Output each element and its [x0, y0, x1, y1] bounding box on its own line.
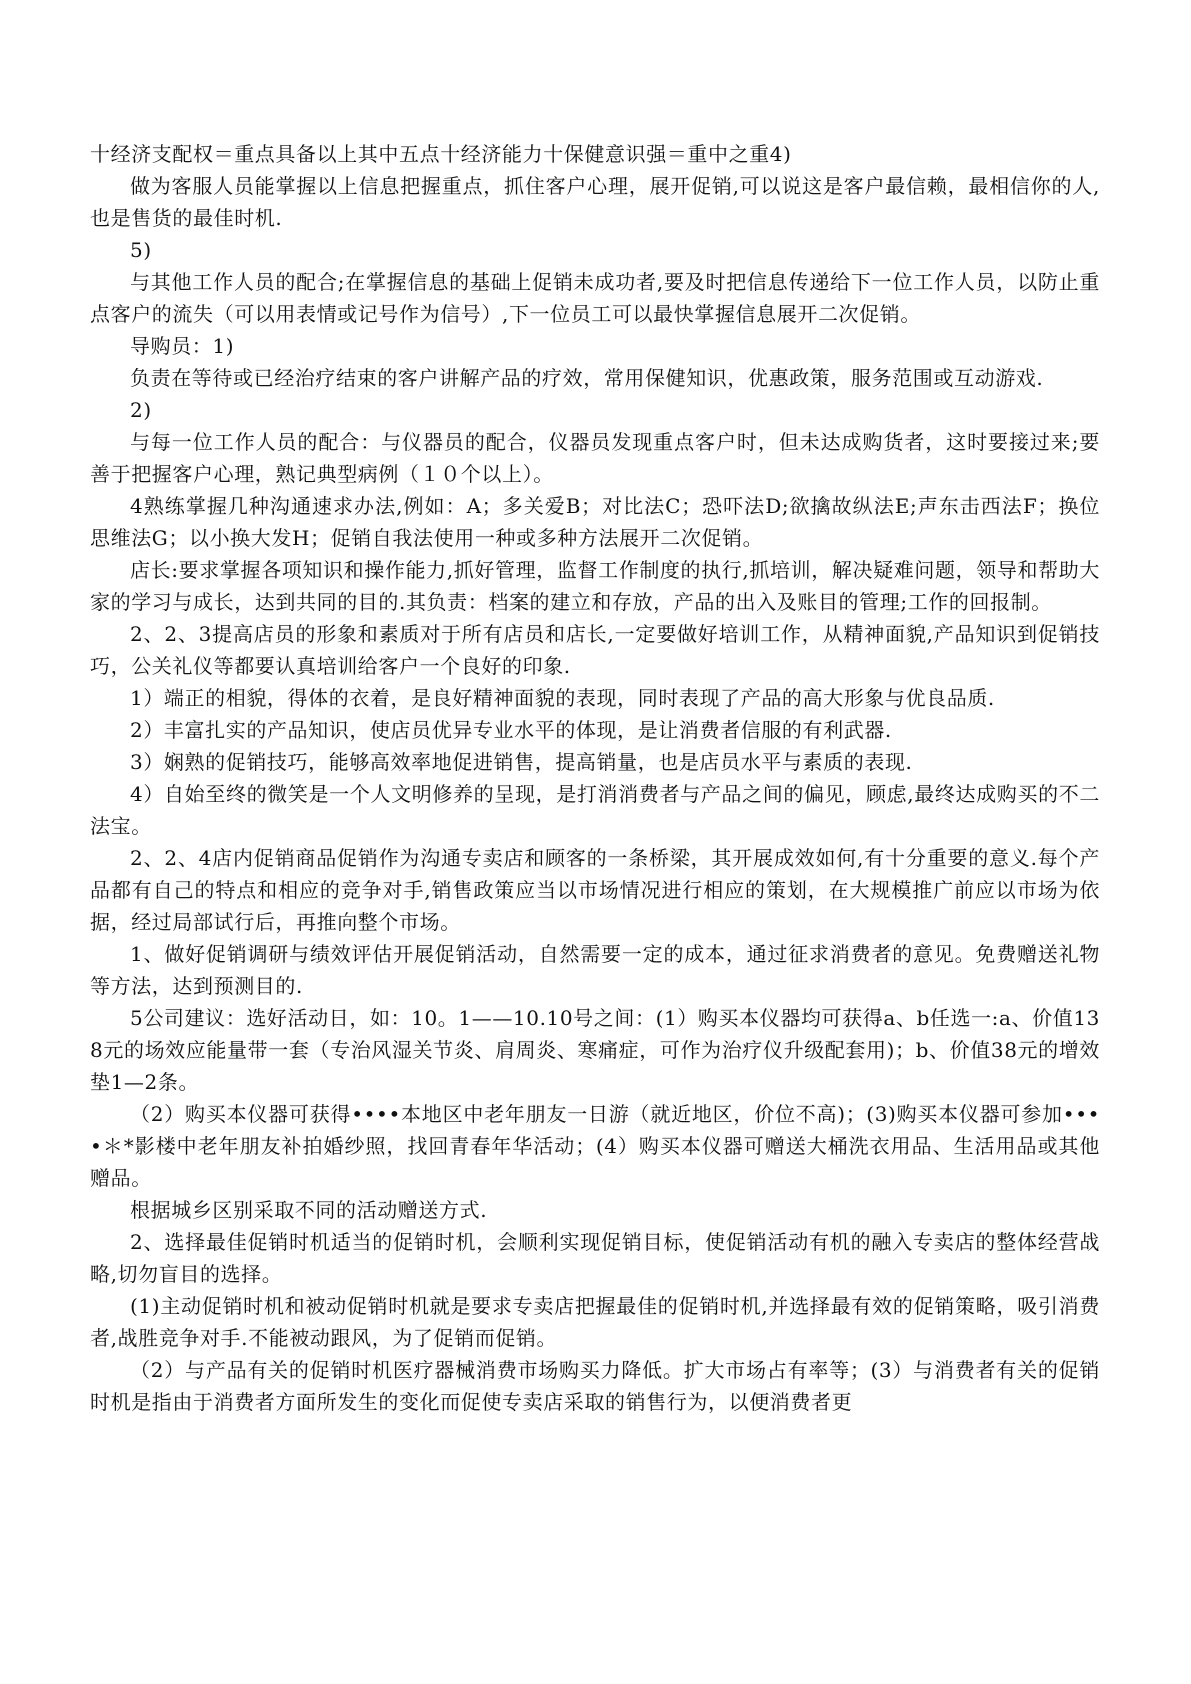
document-body	[90, 138, 1100, 1418]
paragraph: 店长:要求掌握各项知识和操作能力,抓好管理，监督工作制度的执行,抓培训，解决疑难问题，领导和帮助大家的学习与成长，达到共同的目的.其负责：档案的建立和存放，产品的出入及账目的管理;工作的回报制。	[90, 558, 1100, 614]
paragraph: 2)	[130, 398, 152, 422]
paragraph: 与每一位工作人员的配合：与仪器员的配合，仪器员发现重点客户时，但未达成购货者，这时要接过来;要善于把握客户心理，熟记典型病例（１０个以上）。	[90, 430, 1100, 486]
paragraph: 2、选择最佳促销时机适当的促销时机，会顺利实现促销目标，使促销活动有机的融入专卖店的整体经营战略,切勿盲目的选择。	[90, 1230, 1100, 1286]
paragraph: 与其他工作人员的配合;在掌握信息的基础上促销未成功者,要及时把信息传递给下一位工作人员，以防止重点客户的流失（可以用表情或记号作为信号）,下一位员工可以最快掌握信息展开二次促销。	[90, 270, 1100, 326]
paragraph: 2、2、3提高店员的形象和素质对于所有店员和店长,一定要做好培训工作，从精神面貌,产品知识到促销技巧，公关礼仪等都要认真培训给客户一个良好的印象.	[90, 622, 1100, 678]
paragraph: 1、做好促销调研与绩效评估开展促销活动，自然需要一定的成本，通过征求消费者的意见。免费赠送礼物等方法，达到预测目的.	[90, 942, 1100, 998]
paragraph: 5公司建议：选好活动日，如：10。1——10.10号之间：(1）购买本仪器均可获得a、b任选一:a、价值138元的场效应能量带一套（专治风湿关节炎、肩周炎、寒痛症，可作为治疗仪升级配套用)；b、价值38元的增效垫1—2条。	[90, 1006, 1100, 1094]
paragraph: （2）购买本仪器可获得••••本地区中老年朋友一日游（就近地区，价位不高)；(3)购买本仪器可参加••••＊*影楼中老年朋友补拍婚纱照，找回青春年华活动；(4）购买本仪器可赠送大桶洗衣用品、生活用品或其他赠品。	[90, 1102, 1100, 1190]
paragraph: 十经济支配权＝重点具备以上其中五点十经济能力十保健意识强＝重中之重4)	[90, 142, 792, 166]
paragraph: 负责在等待或已经治疗结束的客户讲解产品的疗效，常用保健知识，优惠政策，服务范围或互动游戏.	[130, 366, 1044, 390]
paragraph: 3）娴熟的促销技巧，能够高效率地促进销售，提高销量，也是店员水平与素质的表现.	[130, 750, 913, 774]
paragraph: （2）与产品有关的促销时机医疗器械消费市场购买力降低。扩大市场占有率等；(3）与消费者有关的促销时机是指由于消费者方面所发生的变化而促使专卖店采取的销售行为，以便消费者更	[90, 1358, 1100, 1414]
paragraph: 2）丰富扎实的产品知识，使店员优异专业水平的体现，是让消费者信服的有利武器.	[130, 718, 892, 742]
paragraph: 4）自始至终的微笑是一个人文明修养的呈现，是打消消费者与产品之间的偏见，顾虑,最终达成购买的不二法宝。	[90, 782, 1100, 838]
paragraph: 5)	[130, 238, 152, 262]
paragraph: (1)主动促销时机和被动促销时机就是要求专卖店把握最佳的促销时机,并选择最有效的促销策略，吸引消费者,战胜竞争对手.不能被动跟风，为了促销而促销。	[90, 1294, 1100, 1350]
paragraph: 导购员：1)	[130, 334, 235, 358]
paragraph: 做为客服人员能掌握以上信息把握重点，抓住客户心理，展开促销,可以说这是客户最信赖，最相信你的人,也是售货的最佳时机.	[90, 174, 1100, 230]
paragraph: 根据城乡区别采取不同的活动赠送方式.	[130, 1198, 488, 1222]
paragraph: 1）端正的相貌，得体的衣着，是良好精神面貌的表现，同时表现了产品的高大形象与优良品质.	[130, 686, 995, 710]
paragraph: 2、2、4店内促销商品促销作为沟通专卖店和顾客的一条桥梁，其开展成效如何,有十分重要的意义.每个产品都有自己的特点和相应的竞争对手,销售政策应当以市场情况进行相应的策划，在大规模推广前应以市场为依据，经过局部试行后，再推向整个市场。	[90, 846, 1100, 934]
paragraph: 4熟练掌握几种沟通速求办法,例如：A；多关爱B；对比法C；恐吓法D;欲擒故纵法E;声东击西法F；换位思维法G；以小换大发H；促销自我法使用一种或多种方法展开二次促销。	[90, 494, 1100, 550]
